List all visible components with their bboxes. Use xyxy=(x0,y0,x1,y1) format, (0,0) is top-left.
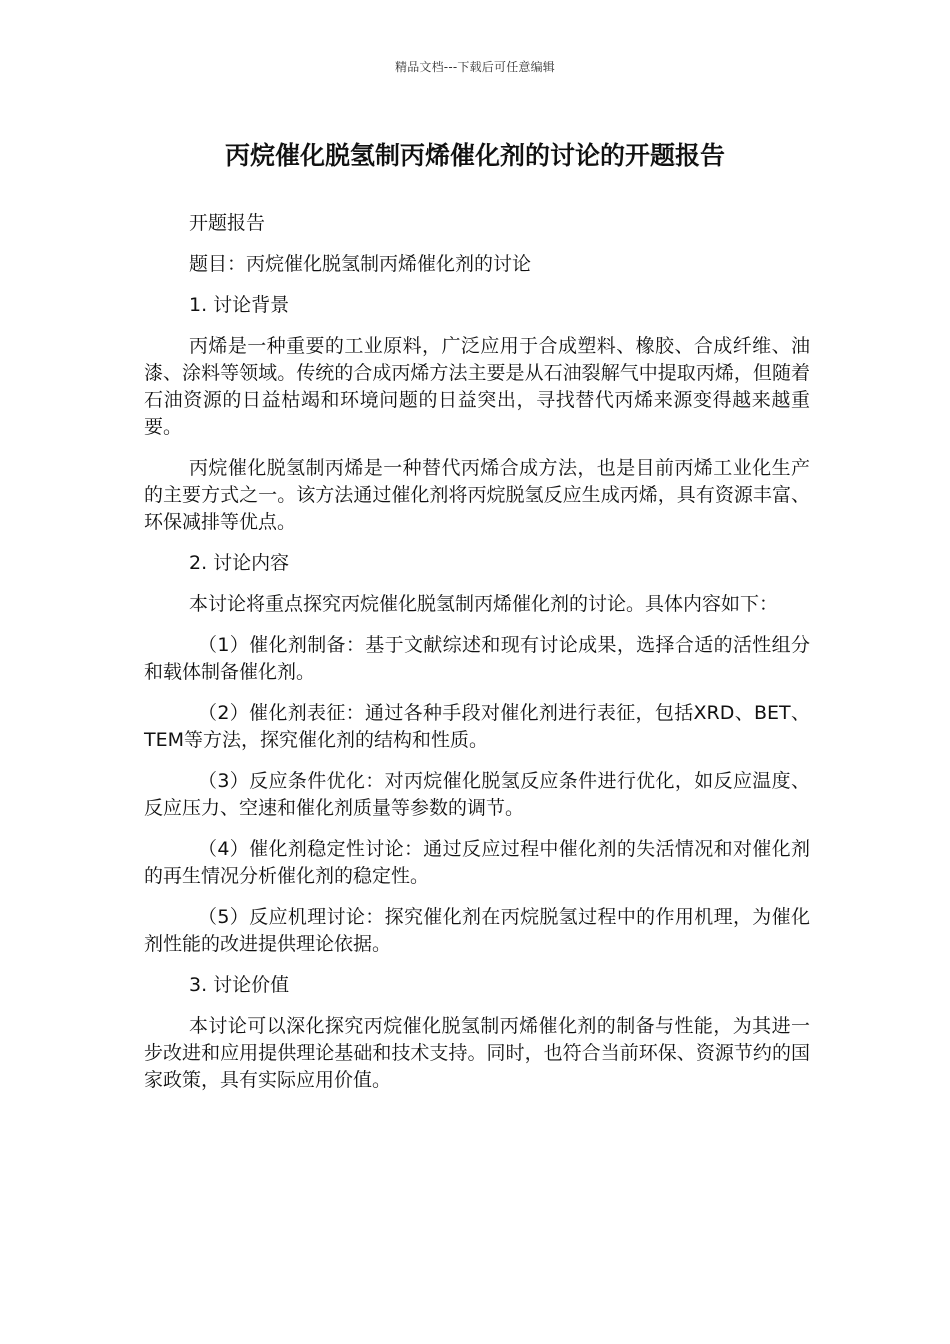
content-item-4: （4）催化剂稳定性讨论：通过反应过程中催化剂的失活情况和对催化剂的再生情况分析催化剂的稳定性。 xyxy=(144,838,810,887)
value-paragraph: 本讨论可以深化探究丙烷催化脱氢制丙烯催化剂的制备与性能，为其进一步改进和应用提供理论基础和技术支持。同时，也符合当前环保、资源节约的国家政策，具有实际应用价值。 xyxy=(144,1015,810,1091)
section-heading-value: 3. 讨论价值 xyxy=(189,974,290,996)
header-note: 精品文档---下载后可任意编辑 xyxy=(395,60,555,74)
section-heading-content: 2. 讨论内容 xyxy=(189,552,290,574)
content-item-2: （2）催化剂表征：通过各种手段对催化剂进行表征，包括XRD、BET、TEM等方法，探究催化剂的结构和性质。 xyxy=(144,702,810,751)
content-item-5: （5）反应机理讨论：探究催化剂在丙烷脱氢过程中的作用机理，为催化剂性能的改进提供理论依据。 xyxy=(144,906,810,955)
document-title: 丙烷催化脱氢制丙烯催化剂的讨论的开题报告 xyxy=(224,141,725,170)
section-heading-background: 1. 讨论背景 xyxy=(189,294,290,316)
content-intro-paragraph: 本讨论将重点探究丙烷催化脱氢制丙烯催化剂的讨论。具体内容如下： xyxy=(189,593,779,615)
background-paragraph-2: 丙烷催化脱氢制丙烯是一种替代丙烯合成方法，也是目前丙烯工业化生产的主要方式之一。该方法通过催化剂将丙烷脱氢反应生成丙烯，具有资源丰富、环保减排等优点。 xyxy=(144,457,810,533)
content-item-1: （1）催化剂制备：基于文献综述和现有讨论成果，选择合适的活性组分和载体制备催化剂。 xyxy=(144,634,810,683)
background-paragraph-1: 丙烯是一种重要的工业原料，广泛应用于合成塑料、橡胶、合成纤维、油漆、涂料等领域。传统的合成丙烯方法主要是从石油裂解气中提取丙烯，但随着石油资源的日益枯竭和环境问题的日益突出，寻找替代丙烯来源变得越来越重要。 xyxy=(144,335,810,438)
content-item-3: （3）反应条件优化：对丙烷催化脱氢反应条件进行优化，如反应温度、反应压力、空速和催化剂质量等参数的调节。 xyxy=(144,770,810,819)
subject-line: 题目：丙烷催化脱氢制丙烯催化剂的讨论 xyxy=(189,253,532,275)
document-body xyxy=(144,210,810,1108)
report-label: 开题报告 xyxy=(189,212,266,234)
